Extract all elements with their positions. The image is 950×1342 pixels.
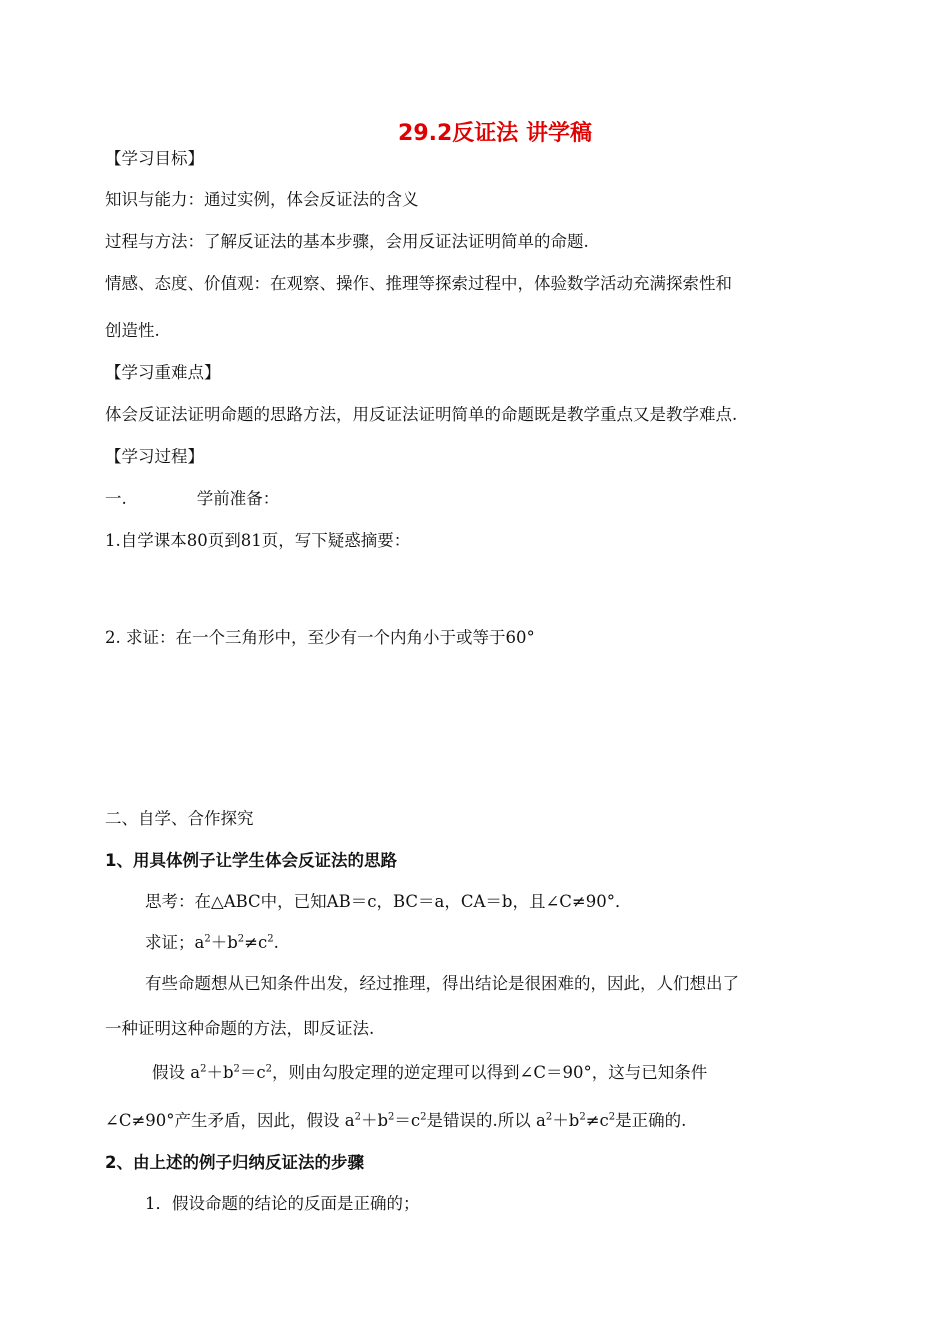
goals-process: 过程与方法：了解反证法的基本步骤，会用反证法证明简单的命题. <box>105 232 589 251</box>
prep-line <box>105 488 279 510</box>
prep-item-1: 1.自学课本80页到81页，写下疑惑摘要： <box>105 531 411 550</box>
goals-knowledge: 知识与能力：通过实例，体会反证法的含义 <box>105 190 419 209</box>
goals-values-line1: 情感、态度、价值观：在观察、操作、推理等探索过程中，体验数学活动充满探索性和 <box>105 274 732 293</box>
goals-heading: 【学习目标】 <box>105 149 204 168</box>
para1-line2: 一种证明这种命题的方法，即反证法. <box>105 1019 375 1038</box>
prep-item-2: 2. 求证：在一个三角形中，至少有一个内角小于或等于60° <box>105 628 535 647</box>
document-title: 29.2反证法 讲学稿 <box>398 121 592 146</box>
para3-line: ∠C≠90°产生矛盾，因此，假设 $a^2+b^2=c^2$是错误的.所以 $a^2+b^2\ne c^2$是正确的. <box>105 1111 687 1130</box>
section2-sub2-heading: 2、由上述的例子归纳反证法的步骤 <box>105 1153 364 1172</box>
key-points-heading: 【学习重难点】 <box>105 363 221 382</box>
prep-number: 一. <box>105 489 127 508</box>
step-1: 1．假设命题的结论的反面是正确的； <box>145 1194 420 1213</box>
para2-line: 假设 $a^2+b^2=c^2$，则由勾股定理的逆定理可以得到∠C＝90°，这与已知条件 <box>152 1063 708 1082</box>
prep-title: 学前准备： <box>196 489 280 508</box>
goals-values-line2: 创造性. <box>105 321 160 340</box>
section2-heading: 二、自学、合作探究 <box>105 809 254 828</box>
prove-line: 求证；$a^2+b^2\ne c^2$. <box>145 933 279 952</box>
section2-sub1-heading: 1、用具体例子让学生体会反证法的思路 <box>105 851 397 870</box>
para1-line1: 有些命题想从已知条件出发，经过推理，得出结论是很困难的，因此，人们想出了 <box>145 974 739 993</box>
process-heading: 【学习过程】 <box>105 447 204 466</box>
key-points-text: 体会反证法证明命题的思路方法，用反证法证明简单的命题既是教学重点又是教学难点. <box>105 405 738 424</box>
think-line: 思考：在△ABC中，已知AB＝c，BC＝a，CA＝b，且∠C≠90°． <box>145 892 632 911</box>
